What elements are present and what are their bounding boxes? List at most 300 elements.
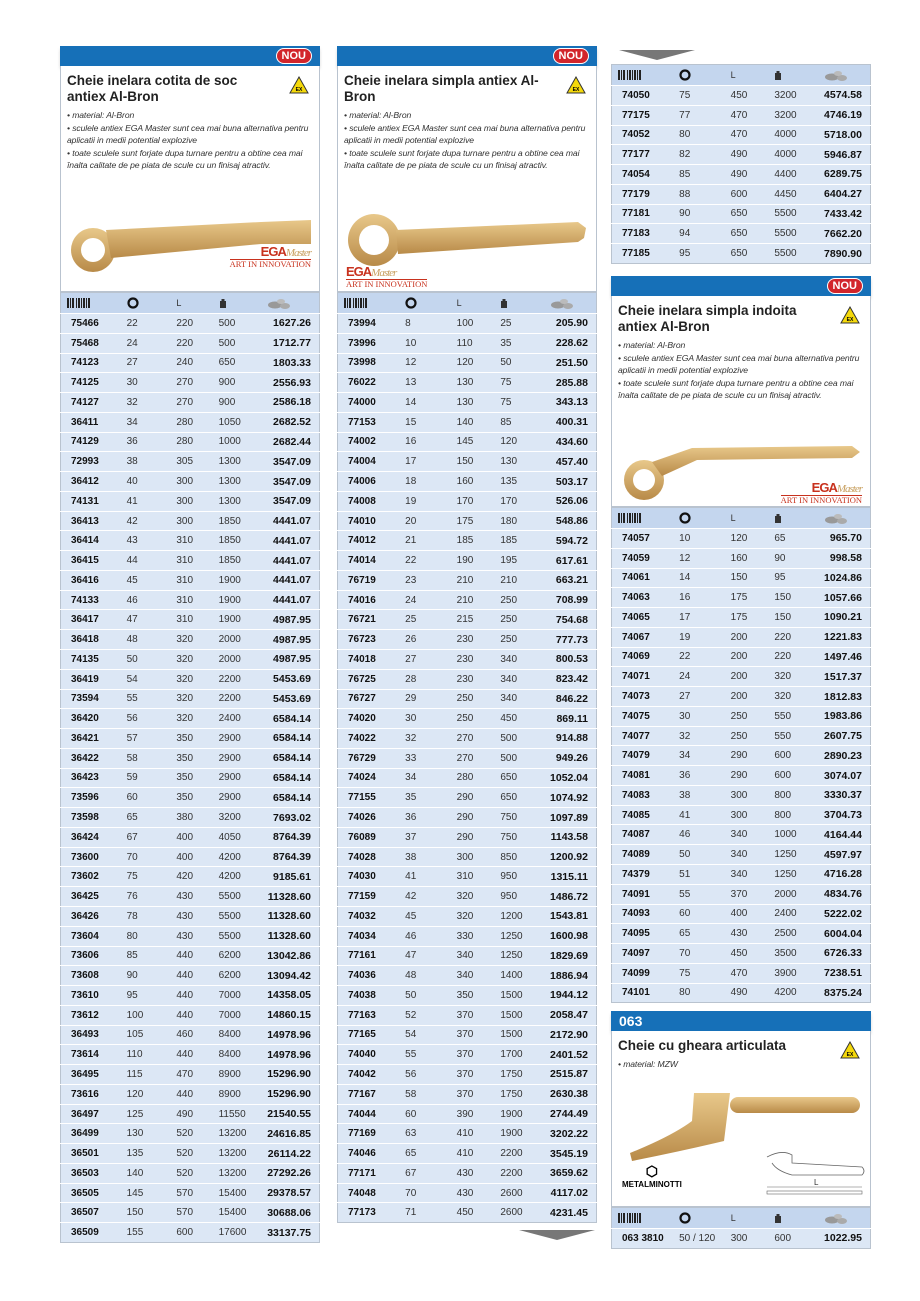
- product-section-4: [611, 1011, 871, 1249]
- cell-weight: 900: [219, 373, 268, 393]
- table-row: [612, 204, 871, 224]
- logo-brand: EGA: [346, 264, 372, 279]
- table-row: [338, 1005, 597, 1025]
- new-badge: NOU: [553, 48, 589, 64]
- cell-code: 74006: [338, 472, 406, 492]
- cell-price: 1886.94: [550, 966, 596, 986]
- cell-length: 200: [731, 687, 775, 707]
- cell-price: 4574.58: [824, 86, 870, 106]
- cell-size: 40: [127, 472, 177, 492]
- cell-length: 290: [731, 766, 775, 786]
- cell-code: 74095: [612, 924, 680, 944]
- cell-length: 280: [176, 412, 218, 432]
- cell-code: 77181: [612, 204, 680, 224]
- cell-length: 410: [457, 1144, 501, 1164]
- cell-weight: 2000: [219, 630, 268, 650]
- cell-price: 3074.07: [824, 766, 870, 786]
- cell-length: 150: [731, 568, 775, 588]
- cell-code: 77183: [612, 224, 680, 244]
- cell-price: 2682.52: [267, 412, 319, 432]
- cell-weight: 8400: [219, 1045, 268, 1065]
- table-row: [61, 590, 320, 610]
- cell-size: 41: [405, 867, 457, 887]
- cell-code: 74002: [338, 432, 406, 452]
- cell-weight: 90: [774, 548, 824, 568]
- cell-size: 19: [679, 627, 731, 647]
- cell-length: 490: [731, 165, 775, 185]
- cell-length: 600: [176, 1223, 218, 1243]
- cell-length: 350: [176, 788, 218, 808]
- table-row: [61, 551, 320, 571]
- table-row: [612, 944, 871, 964]
- logo-script: Master: [371, 267, 397, 279]
- cell-price: 4441.07: [267, 531, 319, 551]
- cell-length: 520: [176, 1144, 218, 1164]
- cell-code: 74061: [612, 568, 680, 588]
- cell-code: 72993: [61, 452, 127, 472]
- cell-weight: 650: [500, 768, 550, 788]
- svg-text:EX: EX: [846, 317, 854, 323]
- table-row: [338, 393, 597, 413]
- table-row: [338, 630, 597, 650]
- cell-weight: 85: [500, 412, 550, 432]
- description-line: • material: Al-Bron: [618, 340, 686, 350]
- cell-weight: 750: [500, 808, 550, 828]
- table-row: [338, 986, 597, 1006]
- metalminotti-logo: ⬡ METALMINOTTI: [622, 1163, 682, 1189]
- cell-weight: 95: [774, 568, 824, 588]
- cell-price: 617.61: [550, 551, 596, 571]
- cell-price: 205.90: [550, 314, 596, 334]
- cell-price: 5946.87: [824, 145, 870, 165]
- cell-code: 73606: [61, 946, 127, 966]
- cell-code: 74065: [612, 608, 680, 628]
- cell-weight: 650: [500, 788, 550, 808]
- cell-price: 14358.05: [267, 986, 319, 1006]
- table-row: [61, 1084, 320, 1104]
- cell-size: 22: [405, 551, 457, 571]
- table-row: [61, 709, 320, 729]
- table-row: [61, 511, 320, 531]
- cell-code: 36501: [61, 1144, 127, 1164]
- cell-code: 74014: [338, 551, 406, 571]
- section-header-bar: [337, 46, 597, 66]
- cell-length: 250: [457, 709, 501, 729]
- description-line: • sculele antiex EGA Master sunt cea mai buna alternativa pentru aplicatii in medii potential explozive: [618, 352, 860, 375]
- product-table: [60, 292, 320, 1243]
- cell-size: 34: [127, 412, 177, 432]
- cell-weight: 150: [774, 608, 824, 628]
- cell-price: 6004.04: [824, 924, 870, 944]
- table-row: [338, 570, 597, 590]
- cell-length: 270: [176, 393, 218, 413]
- weight-icon: [774, 1214, 782, 1223]
- cell-length: 430: [731, 924, 775, 944]
- cell-size: 26: [405, 630, 457, 650]
- cell-length: 130: [457, 393, 501, 413]
- cell-size: 32: [405, 729, 457, 749]
- cell-price: 1057.66: [824, 588, 870, 608]
- cell-code: 76719: [338, 570, 406, 590]
- cell-length: 380: [176, 808, 218, 828]
- cell-price: 1829.69: [550, 946, 596, 966]
- cell-code: 77155: [338, 788, 406, 808]
- cell-weight: 8900: [219, 1065, 268, 1085]
- cell-length: 300: [731, 805, 775, 825]
- table-row: [612, 766, 871, 786]
- cell-size: 32: [127, 393, 177, 413]
- table-row: [612, 165, 871, 185]
- cell-size: 20: [405, 511, 457, 531]
- product-section-1: [60, 46, 320, 1243]
- cell-size: 76: [127, 887, 177, 907]
- ex-warning-icon: [566, 76, 586, 94]
- table-row: [61, 827, 320, 847]
- cell-code: 74032: [338, 906, 406, 926]
- cell-price: 2556.93: [267, 373, 319, 393]
- cell-length: 430: [176, 926, 218, 946]
- table-row: [61, 314, 320, 334]
- cell-weight: 25: [500, 314, 550, 334]
- product-title: Cheie inelara simpla antiex Al-Bron: [344, 73, 539, 104]
- cell-weight: 3200: [774, 86, 824, 106]
- cell-length: 290: [457, 808, 501, 828]
- cell-size: 67: [405, 1163, 457, 1183]
- cell-price: 548.86: [550, 511, 596, 531]
- cell-length: 370: [731, 884, 775, 904]
- cell-price: 3330.37: [824, 785, 870, 805]
- table-row: [61, 847, 320, 867]
- cell-price: 2682.44: [267, 432, 319, 452]
- length-header: L: [731, 65, 775, 86]
- cell-code: 77179: [612, 184, 680, 204]
- logo-script: Master: [285, 247, 311, 259]
- cell-price: 7890.90: [824, 244, 870, 264]
- cell-price: 4987.95: [267, 630, 319, 650]
- cell-weight: 4450: [774, 184, 824, 204]
- table-row: [612, 86, 871, 106]
- table-row: [612, 548, 871, 568]
- cell-weight: 1850: [219, 511, 268, 531]
- cell-size: 48: [405, 966, 457, 986]
- cell-size: 82: [679, 145, 731, 165]
- cell-length: 215: [457, 610, 501, 630]
- cell-length: 320: [176, 709, 218, 729]
- cell-size: 145: [127, 1183, 177, 1203]
- table-row: [338, 1104, 597, 1124]
- cell-code: 73594: [61, 689, 127, 709]
- table-row: [612, 224, 871, 244]
- cell-length: 120: [731, 529, 775, 549]
- cell-code: 36495: [61, 1065, 127, 1085]
- cell-length: 160: [731, 548, 775, 568]
- cell-price: 2890.23: [824, 746, 870, 766]
- cell-length: 160: [457, 472, 501, 492]
- cell-weight: 650: [219, 353, 268, 373]
- cell-weight: 1850: [219, 551, 268, 571]
- table-row: [61, 867, 320, 887]
- cell-length: 250: [731, 726, 775, 746]
- cell-price: 3545.19: [550, 1144, 596, 1164]
- cell-code: 73998: [338, 353, 406, 373]
- cell-price: 1097.89: [550, 808, 596, 828]
- table-row: [338, 353, 597, 373]
- cell-price: 400.31: [550, 412, 596, 432]
- cell-price: 14978.96: [267, 1025, 319, 1045]
- cell-weight: 340: [500, 650, 550, 670]
- cell-price: 21540.55: [267, 1104, 319, 1124]
- cell-price: 1024.86: [824, 568, 870, 588]
- cell-code: 36424: [61, 827, 127, 847]
- cell-code: 75468: [61, 333, 127, 353]
- cell-weight: 220: [774, 647, 824, 667]
- table-row: [338, 650, 597, 670]
- cell-length: 280: [176, 432, 218, 452]
- cell-size: 54: [405, 1025, 457, 1045]
- table-row: [61, 1203, 320, 1223]
- cell-price: 27292.26: [267, 1163, 319, 1183]
- cell-code: 73602: [61, 867, 127, 887]
- cell-code: 063 3810: [612, 1229, 680, 1249]
- cell-code: 77159: [338, 887, 406, 907]
- table-row: [338, 432, 597, 452]
- cell-weight: 950: [500, 887, 550, 907]
- cell-weight: 2200: [500, 1163, 550, 1183]
- table-row: [338, 551, 597, 571]
- cell-price: 503.17: [550, 472, 596, 492]
- cell-price: 3547.09: [267, 452, 319, 472]
- cell-size: 50: [127, 650, 177, 670]
- product-section-3: [611, 276, 871, 1003]
- cell-length: 400: [176, 827, 218, 847]
- cell-length: 340: [731, 865, 775, 885]
- ring-size-icon: [679, 1212, 691, 1224]
- cell-weight: 800: [774, 785, 824, 805]
- cell-price: 7662.20: [824, 224, 870, 244]
- cell-length: 310: [176, 610, 218, 630]
- length-header: L: [731, 1208, 775, 1229]
- cell-length: 200: [731, 647, 775, 667]
- cell-price: 6404.27: [824, 184, 870, 204]
- ring-size-icon: [679, 69, 691, 81]
- cell-size: 18: [405, 472, 457, 492]
- table-row: [338, 748, 597, 768]
- cell-size: 95: [127, 986, 177, 1006]
- cell-price: 4231.45: [550, 1203, 596, 1223]
- cell-price: 4834.76: [824, 884, 870, 904]
- product-table: [611, 1207, 871, 1249]
- cell-length: 320: [457, 887, 501, 907]
- cell-length: 350: [176, 748, 218, 768]
- table-row: [338, 788, 597, 808]
- cell-size: 36: [127, 432, 177, 452]
- table-row: [61, 788, 320, 808]
- cell-code: 73996: [338, 333, 406, 353]
- cell-code: 74097: [612, 944, 680, 964]
- table-row: [612, 647, 871, 667]
- cell-price: 26114.22: [267, 1144, 319, 1164]
- cell-size: 27: [679, 687, 731, 707]
- cell-code: 74059: [612, 548, 680, 568]
- cell-price: 24616.85: [267, 1124, 319, 1144]
- svg-text:EX: EX: [295, 87, 303, 93]
- table-row: [61, 1124, 320, 1144]
- cell-code: 73616: [61, 1084, 127, 1104]
- cell-length: 460: [176, 1025, 218, 1045]
- cell-code: 73994: [338, 314, 406, 334]
- cell-price: 2515.87: [550, 1065, 596, 1085]
- table-row: [338, 926, 597, 946]
- cell-size: 85: [679, 165, 731, 185]
- cell-length: 440: [176, 946, 218, 966]
- table-row: [338, 314, 597, 334]
- cell-weight: 1250: [774, 865, 824, 885]
- table-row: [338, 373, 597, 393]
- table-row: [61, 1163, 320, 1183]
- cell-size: 19: [405, 491, 457, 511]
- cell-weight: 170: [500, 491, 550, 511]
- cell-size: 8: [405, 314, 457, 334]
- logo-brand: EGA: [260, 244, 286, 259]
- ex-warning-icon: [840, 306, 860, 324]
- cell-weight: 2900: [219, 748, 268, 768]
- cell-weight: 1250: [500, 926, 550, 946]
- cell-price: 594.72: [550, 531, 596, 551]
- table-row: [338, 689, 597, 709]
- cell-code: 36413: [61, 511, 127, 531]
- cell-code: 74129: [61, 432, 127, 452]
- product-table: [337, 292, 597, 1223]
- cell-weight: 1900: [219, 590, 268, 610]
- cell-size: 150: [127, 1203, 177, 1223]
- cell-weight: 250: [500, 630, 550, 650]
- cell-size: 23: [405, 570, 457, 590]
- price-coins-icon: [824, 70, 848, 81]
- product-description: [612, 335, 870, 402]
- cell-code: 74079: [612, 746, 680, 766]
- cell-code: 73610: [61, 986, 127, 1006]
- cell-length: 520: [176, 1163, 218, 1183]
- cell-price: 869.11: [550, 709, 596, 729]
- cell-weight: 500: [219, 314, 268, 334]
- cell-length: 300: [176, 472, 218, 492]
- cell-length: 430: [176, 906, 218, 926]
- cell-code: 76725: [338, 669, 406, 689]
- description-line: • sculele antiex EGA Master sunt cea mai buna alternativa pentru aplicatii in medii potential explozive: [344, 122, 586, 145]
- cell-weight: 4050: [219, 827, 268, 847]
- cell-size: 78: [127, 906, 177, 926]
- cell-size: 46: [127, 590, 177, 610]
- cell-size: 14: [679, 568, 731, 588]
- cell-size: 41: [679, 805, 731, 825]
- table-header: [612, 508, 871, 529]
- table-row: [612, 105, 871, 125]
- table-row: [338, 867, 597, 887]
- cell-weight: 5500: [774, 224, 824, 244]
- table-row: [61, 689, 320, 709]
- cell-price: 2172.90: [550, 1025, 596, 1045]
- cell-code: 74067: [612, 627, 680, 647]
- length-header: L: [176, 293, 218, 314]
- cell-weight: 180: [500, 511, 550, 531]
- cell-length: 210: [457, 590, 501, 610]
- cell-price: 5453.69: [267, 689, 319, 709]
- cell-weight: 900: [219, 393, 268, 413]
- section-header-bar: [611, 276, 871, 296]
- table-row: [612, 884, 871, 904]
- cell-code: 36420: [61, 709, 127, 729]
- cell-length: 370: [457, 1005, 501, 1025]
- cell-weight: 5500: [219, 887, 268, 907]
- table-row: [338, 1045, 597, 1065]
- cell-weight: 2400: [219, 709, 268, 729]
- cell-length: 430: [176, 887, 218, 907]
- cell-code: 76022: [338, 373, 406, 393]
- cell-size: 21: [405, 531, 457, 551]
- cell-price: 526.06: [550, 491, 596, 511]
- cell-price: 15296.90: [267, 1084, 319, 1104]
- cell-length: 175: [731, 608, 775, 628]
- cell-code: 74075: [612, 706, 680, 726]
- cell-weight: 7000: [219, 986, 268, 1006]
- table-row: [338, 491, 597, 511]
- cell-weight: 4200: [219, 867, 268, 887]
- cell-code: 74026: [338, 808, 406, 828]
- cell-size: 10: [679, 529, 731, 549]
- cell-length: 300: [176, 511, 218, 531]
- cell-price: 5453.69: [267, 669, 319, 689]
- cell-weight: 5500: [774, 204, 824, 224]
- cell-size: 60: [127, 788, 177, 808]
- cell-size: 60: [405, 1104, 457, 1124]
- cell-size: 58: [405, 1084, 457, 1104]
- cell-length: 230: [457, 669, 501, 689]
- table-row: [612, 125, 871, 145]
- cell-length: 320: [176, 630, 218, 650]
- cell-length: 490: [731, 145, 775, 165]
- table-row: [338, 452, 597, 472]
- cell-price: 8764.39: [267, 847, 319, 867]
- cell-length: 490: [176, 1104, 218, 1124]
- cell-weight: 2200: [219, 689, 268, 709]
- cell-size: 54: [127, 669, 177, 689]
- cell-weight: 2900: [219, 788, 268, 808]
- cell-code: 76727: [338, 689, 406, 709]
- cell-size: 50 / 120: [679, 1229, 731, 1249]
- cell-code: 74034: [338, 926, 406, 946]
- cell-size: 50: [405, 986, 457, 1006]
- cell-weight: 17600: [219, 1223, 268, 1243]
- cell-price: 7693.02: [267, 808, 319, 828]
- cell-length: 310: [176, 590, 218, 610]
- cell-length: 250: [731, 706, 775, 726]
- cell-size: 36: [405, 808, 457, 828]
- cell-price: 1517.37: [824, 667, 870, 687]
- cell-size: 47: [127, 610, 177, 630]
- price-coins-icon: [550, 298, 574, 309]
- cell-size: 38: [127, 452, 177, 472]
- cell-price: 7433.42: [824, 204, 870, 224]
- cell-weight: 35: [500, 333, 550, 353]
- cell-code: 74125: [61, 373, 127, 393]
- table-row: [338, 827, 597, 847]
- cell-code: 74042: [338, 1065, 406, 1085]
- cell-price: 434.60: [550, 432, 596, 452]
- cell-length: 520: [176, 1124, 218, 1144]
- length-header: L: [731, 508, 775, 529]
- cell-length: 130: [457, 373, 501, 393]
- cell-weight: 850: [500, 847, 550, 867]
